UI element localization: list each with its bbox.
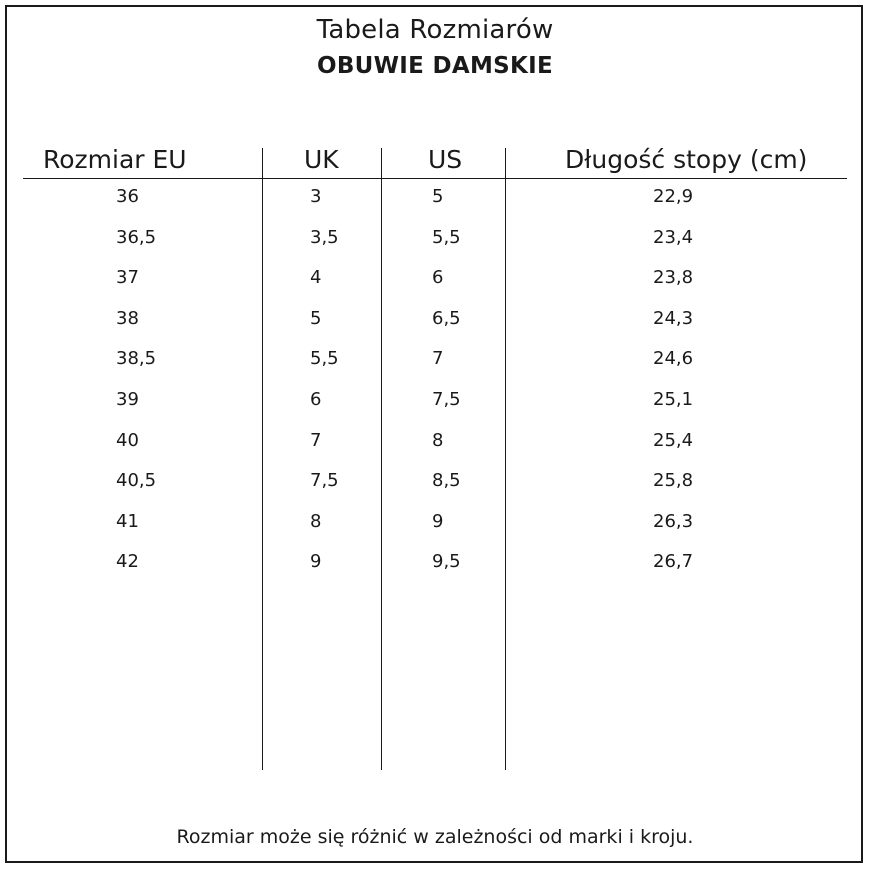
cell-uk-size: 4 (310, 267, 322, 289)
cell-foot-length: 23,8 (653, 267, 694, 289)
table-row (0, 509, 870, 550)
cell-foot-length: 23,4 (653, 226, 694, 248)
cell-uk-size: 6 (310, 388, 322, 410)
cell-foot-length: 25,4 (653, 429, 694, 451)
page-subtitle: OBUWIE DAMSKIE (316, 53, 554, 79)
cell-us-size: 8,5 (432, 470, 461, 492)
cell-uk-size: 8 (310, 510, 322, 532)
column-header-eu: Rozmiar EU (43, 145, 187, 174)
cell-us-size: 9 (432, 510, 444, 532)
cell-uk-size: 7,5 (310, 470, 339, 492)
cell-eu-size: 36,5 (116, 226, 157, 248)
table-row (0, 387, 870, 428)
cell-us-size: 8 (432, 429, 444, 451)
table-row (0, 306, 870, 347)
cell-uk-size: 9 (310, 551, 322, 573)
column-header-uk: UK (304, 145, 339, 174)
table-row (0, 468, 870, 509)
cell-eu-size: 37 (116, 267, 139, 289)
table-row (0, 225, 870, 266)
footer-note: Rozmiar może się różnić w zależności od marki i kroju. (176, 826, 694, 848)
cell-eu-size: 38 (116, 307, 139, 329)
table-row (0, 184, 870, 225)
column-header-foot-length: Długość stopy (cm) (565, 145, 808, 174)
cell-foot-length: 22,9 (653, 186, 694, 207)
cell-us-size: 7 (432, 348, 444, 370)
cell-us-size: 5 (432, 186, 444, 207)
cell-eu-size: 41 (116, 510, 139, 532)
cell-foot-length: 25,1 (653, 388, 694, 410)
cell-us-size: 5,5 (432, 226, 461, 248)
cell-uk-size: 5,5 (310, 348, 339, 370)
cell-eu-size: 36 (116, 186, 139, 207)
cell-eu-size: 42 (116, 551, 139, 573)
cell-us-size: 6 (432, 267, 444, 289)
cell-uk-size: 3 (310, 186, 322, 207)
cell-eu-size: 40,5 (116, 470, 157, 492)
cell-foot-length: 25,8 (653, 470, 694, 492)
cell-uk-size: 3,5 (310, 226, 339, 248)
size-table-body (0, 184, 870, 590)
cell-foot-length: 24,3 (653, 307, 694, 329)
cell-eu-size: 39 (116, 388, 139, 410)
cell-foot-length: 26,3 (653, 510, 694, 532)
header-divider (23, 178, 847, 179)
table-row (0, 428, 870, 469)
cell-us-size: 7,5 (432, 388, 461, 410)
cell-us-size: 9,5 (432, 551, 461, 573)
cell-foot-length: 26,7 (653, 551, 694, 573)
table-row (0, 346, 870, 387)
cell-eu-size: 40 (116, 429, 139, 451)
table-row (0, 549, 870, 590)
page-title: Tabela Rozmiarów (316, 15, 554, 45)
column-header-us: US (428, 145, 463, 174)
table-row (0, 265, 870, 306)
cell-us-size: 6,5 (432, 307, 461, 329)
cell-uk-size: 5 (310, 307, 322, 329)
cell-eu-size: 38,5 (116, 348, 157, 370)
cell-uk-size: 7 (310, 429, 322, 451)
cell-foot-length: 24,6 (653, 348, 694, 370)
